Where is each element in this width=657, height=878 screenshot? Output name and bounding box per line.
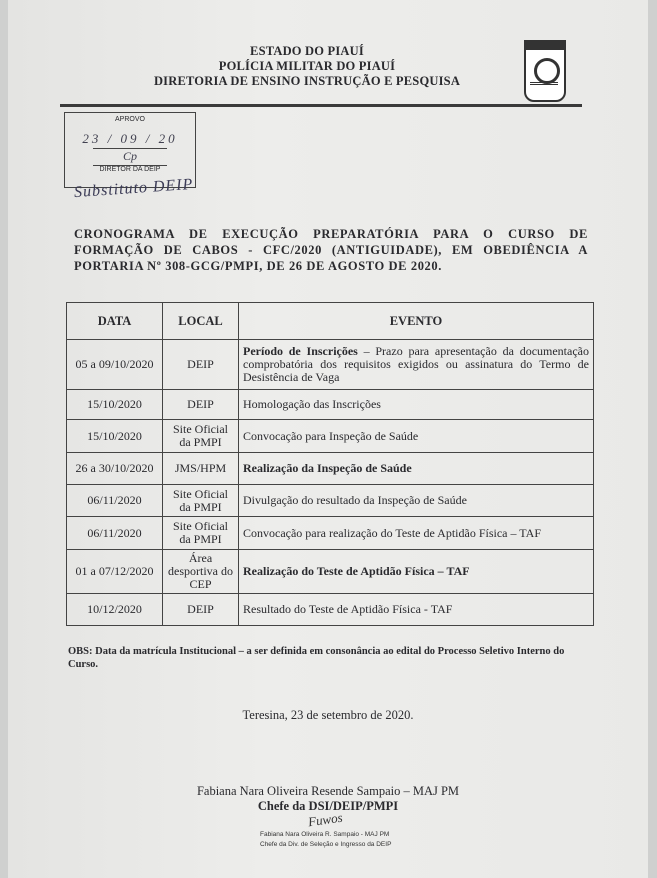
table-row (67, 453, 594, 485)
place-date: Teresina, 23 de setembro de 2020. (242, 708, 414, 722)
stamp-label: APROVO (115, 116, 145, 123)
cell-local: JMS/HPM (163, 453, 239, 485)
header-evento: EVENTO (239, 303, 594, 340)
cell-data: 10/12/2020 (67, 594, 163, 626)
cell-evento (239, 340, 594, 390)
approval-signature: Substituto DEIP (73, 175, 194, 202)
cell-evento (239, 390, 594, 420)
stamp-initials: Cp (122, 149, 137, 163)
crest-icon (524, 40, 566, 102)
header-local: LOCAL (163, 303, 239, 340)
cell-data: 15/10/2020 (67, 390, 163, 420)
table-row (67, 390, 594, 420)
stamp-name-line: Fabiana Nara Oliveira R. Sampaio - MAJ PM (260, 831, 390, 838)
event-text: Resultado do Teste de Aptidão Física - TAF (243, 602, 453, 616)
table-row (67, 485, 594, 517)
event-text: Convocação para realização do Teste de Aptidão Física – TAF (243, 525, 541, 540)
cell-data: 06/11/2020 (67, 485, 163, 517)
table-row (67, 594, 594, 626)
cell-local: Site Oficial da PMPI (163, 485, 239, 517)
stamp-title-line: Chefe da Div. de Seleção e Ingresso da DEIP (260, 841, 392, 848)
cell-evento (239, 517, 594, 550)
cell-evento (239, 420, 594, 453)
cell-data: 05 a 09/10/2020 (67, 340, 163, 390)
header-police: POLÍCIA MILITAR DO PIAUÍ (218, 59, 396, 73)
cell-evento (239, 550, 594, 594)
cell-data: 01 a 07/12/2020 (67, 550, 163, 594)
signatory-name: Fabiana Nara Oliveira Resende Sampaio – MAJ PM (196, 784, 460, 798)
cell-local: DEIP (163, 340, 239, 390)
header-divider (60, 104, 582, 107)
cell-local: Site Oficial da PMPI (163, 517, 239, 550)
cell-data: 26 a 30/10/2020 (67, 453, 163, 485)
document-title: CRONOGRAMA DE EXECUÇÃO PREPARATÓRIA PARA O CURSO DE FORMAÇÃO DE CABOS - CFC/2020 (ANTIGUIDADE), EM OBEDIÊNCIA A PORTARIA Nº 308-GCG/PMPI, DE 26 DE AGOSTO DE 2020. (74, 227, 588, 273)
observation-note: OBS: Data da matrícula Institucional – a ser definida em consonância ao edital do Processo Seletivo Interno do Curso. (68, 646, 565, 670)
table-row (67, 340, 594, 390)
header-data: DATA (67, 303, 163, 340)
table-row (67, 517, 594, 550)
schedule-table (66, 302, 594, 626)
event-bold: Realização do Teste de Aptidão Física – TAF (243, 564, 470, 578)
event-text: Homologação das Inscrições (243, 397, 381, 411)
cell-local: DEIP (163, 390, 239, 420)
stamp-date: 23 / 09 / 20 (82, 131, 178, 146)
table-row (67, 550, 594, 594)
cell-data: 06/11/2020 (67, 517, 163, 550)
event-bold: Realização da Inspeção de Saúde (243, 461, 412, 475)
cell-local: Site Oficial da PMPI (163, 420, 239, 453)
signatory-role: Chefe da DSI/DEIP/PMPI (257, 799, 399, 813)
table-row (67, 420, 594, 453)
document-page (8, 0, 648, 878)
cell-evento (239, 485, 594, 517)
signature-block (8, 784, 648, 814)
table-header-row (67, 303, 594, 340)
event-text: Convocação para Inspeção de Saúde (243, 428, 419, 443)
header-state: ESTADO DO PIAUÍ (250, 44, 364, 58)
signature-stamp (260, 830, 391, 850)
cell-data: 15/10/2020 (67, 420, 163, 453)
cell-evento (239, 594, 594, 626)
event-text: Divulgação do resultado da Inspeção de Saúde (243, 493, 467, 507)
handwritten-signature: Fuwos (307, 809, 344, 830)
header-directorate: DIRETORIA DE ENSINO INSTRUÇÃO E PESQUISA (153, 74, 461, 88)
cell-local: Área desportiva do CEP (163, 550, 239, 594)
cell-local: DEIP (163, 594, 239, 626)
event-bold: Período de Inscrições (243, 344, 358, 358)
event-text: – Prazo para apresentação da documentação comprobatória dos requisitos exigidos ou assinatura do Termo de Desistência de Vaga (243, 344, 589, 384)
cell-evento (239, 453, 594, 485)
stamp-role: DIRETOR DA DEIP (99, 166, 161, 173)
